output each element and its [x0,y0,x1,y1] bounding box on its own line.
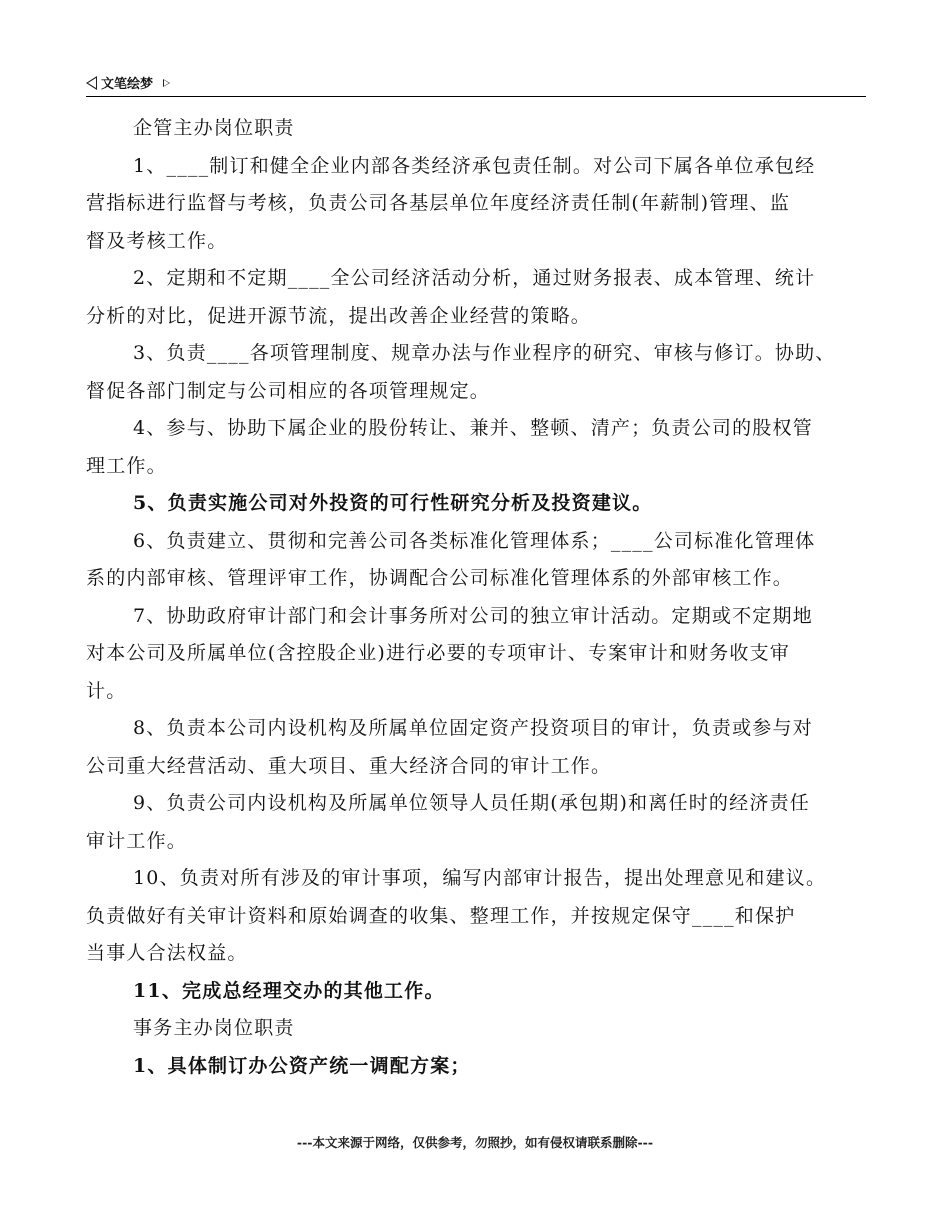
text-line: 督促各部门制定与公司相应的各项管理规定。 [86,379,491,402]
text-line: 8、负责本公司内设机构及所属单位固定资产投资项目的审计，负责或参与对 [133,717,813,739]
text-line: 计。 [86,679,127,702]
text-line: 企管主办岗位职责 [133,117,295,139]
text-line: 对本公司及所属单位(含控股企业)进行必要的专项审计、专案审计和财务收支审 [86,642,791,664]
text-line: 当事人合法权益。 [86,942,248,964]
text-line: 7、协助政府审计部门和会计事务所对公司的独立审计活动。定期或不定期地 [133,604,813,627]
text-line: 2、定期和不定期____全公司经济活动分析，通过财务报表、成本管理、统计 [133,267,816,289]
text-line: 分析的对比，促进开源节流，提出改善企业经营的策略。 [86,304,592,327]
text-line: 事务主办岗位职责 [133,1017,295,1039]
text-line: 审计工作。 [86,829,188,852]
text-line: 理工作。 [86,454,167,477]
text-line: 1、具体制订办公资产统一调配方案； [133,1054,471,1077]
header-title: 文笔绘梦 [101,77,154,92]
text-line: 9、负责公司内设机构及所属单位领导人员任期(承包期)和离任时的经济责任 [133,792,810,814]
text-line: 3、负责____各项管理制度、规章办法与作业程序的研究、审核与修订。协助、 [133,342,836,364]
text-line: 营指标进行监督与考核，负责公司各基层单位年度经济责任制(年薪制)管理、监 [86,192,791,214]
document-body [86,110,866,1085]
header-brand [86,73,170,92]
page-footer: ---本文来源于网络，仅供参考，勿照抄，如有侵权请联系删除--- [296,1135,654,1150]
page-header [86,72,866,97]
text-line: 4、参与、协助下属企业的股份转让、兼并、整顿、清产；负责公司的股权管 [133,417,813,439]
text-line: 5、负责实施公司对外投资的可行性研究分析及投资建议。 [133,492,653,514]
text-line: 系的内部审核、管理评审工作，协调配合公司标准化管理体系的外部审核工作。 [86,567,794,589]
text-line: 6、负责建立、贯彻和完善公司各类标准化管理体系；____公司标准化管理体 [133,529,816,552]
triangle-left-icon [86,76,97,90]
text-line: 督及考核工作。 [86,229,228,252]
triangle-right-icon [163,79,170,87]
text-line: 负责做好有关审计资料和原始调查的收集、整理工作，并按规定保守____和保护 [86,904,796,927]
text-line: 1、____制订和健全企业内部各类经济承包责任制。对公司下属各单位承包经 [133,154,816,177]
text-line: 11、完成总经理交办的其他工作。 [133,979,445,1002]
text-line: 公司重大经营活动、重大项目、重大经济合同的审计工作。 [86,754,612,777]
text-line: 10、负责对所有涉及的审计事项，编写内部审计报告，提出处理意见和建议。 [133,867,827,889]
